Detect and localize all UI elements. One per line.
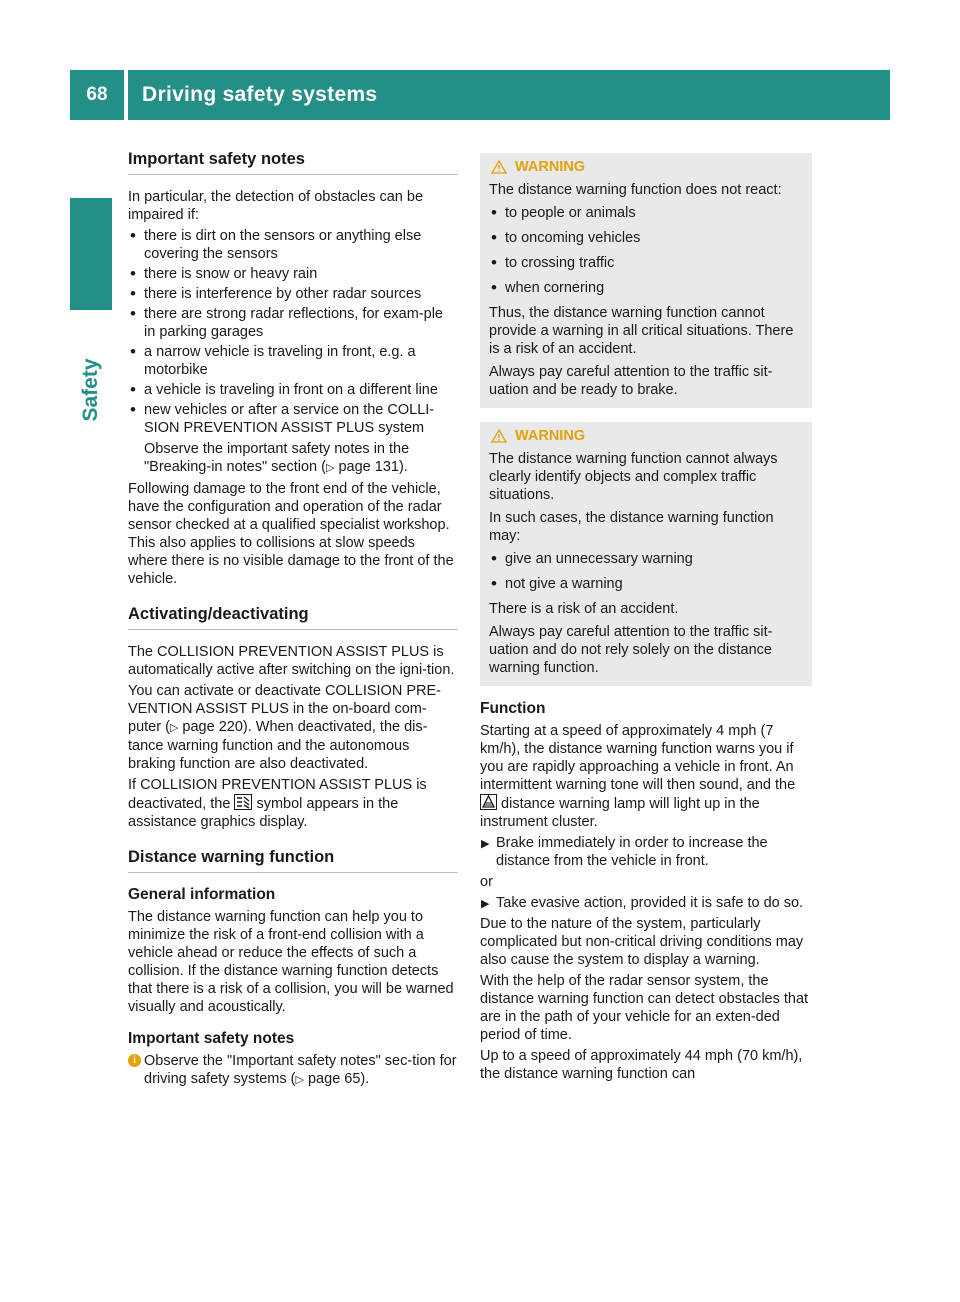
sidebar-tab-marker [70,198,112,310]
list-item: • to oncoming vehicles [489,229,803,247]
list-item: • there is dirt on the sensors or anything else covering the sensors [128,227,458,263]
heading-function: Function [480,700,546,717]
paragraph: There is a risk of an accident. [489,601,679,617]
right-column [480,153,812,1086]
paragraph: The distance warning function cannot always clearly identify objects and complex traffic situations. [489,451,778,503]
warning-title: WARNING [489,158,803,176]
paragraph: You can activate or deactivate COLLISION PRE-VENTION ASSIST PLUS in the on-board com-puter (▷ page 220). When deactivated, the dis-tance warning function and the autonomous braking function are also deactivated. [128,683,441,772]
list-item: • to people or animals [489,204,803,222]
instruction-step: ▶ Brake immediately in order to increase the distance from the vehicle in front. [480,834,812,870]
info-icon: i [128,1054,141,1067]
warning-box [480,422,812,686]
left-column [128,150,458,1089]
paragraph: In such cases, the distance warning function may: [489,510,774,544]
subheading-general-information: General information [128,886,276,903]
chapter-title: Driving safety systems [128,70,890,120]
collision-prevention-off-icon [234,794,252,810]
page-ref-link[interactable]: page 220). When deactivated, the dis-tance warning function and the autonomous braking function are also deactivated. [128,719,428,772]
observe-note: Observe the important safety notes in the "Breaking-in notes" section (▷ page 131). [144,441,410,475]
paragraph: Always pay careful attention to the traffic sit-uation and be ready to brake. [489,364,773,398]
list-item: • a narrow vehicle is traveling in front, e.g. a motorbike [128,343,458,379]
instruction-step: ▶ Take evasive action, provided it is safe to do so. [480,894,812,912]
list-item: • there are strong radar reflections, for exam-ple in parking garages [128,305,458,341]
page-ref-arrow-icon: ▷ [325,462,335,474]
bullet-list [128,227,458,437]
list-item: • to crossing traffic [489,254,803,272]
paragraph: Always pay careful attention to the traffic sit-uation and do not rely solely on the distance warning function. [489,624,773,676]
paragraph: In particular, the detection of obstacles can be impaired if: [128,189,424,223]
paragraph: Due to the nature of the system, particularly complicated but non-critical driving conditions may also cause the system to display a warning. [480,916,804,968]
warning-triangle-icon [491,429,507,443]
bullet-list [489,550,803,593]
paragraph: If COLLISION PREVENTION ASSIST PLUS is deactivated, the symbol appears in the assistance graphics display. [128,777,427,830]
list-item: • not give a warning [489,575,803,593]
list-item: • when cornering [489,279,803,297]
sidebar-section-label: Safety [79,358,102,422]
distance-warning-lamp-icon [480,794,497,810]
bullet-list [489,204,803,297]
list-item: • there is snow or heavy rain [128,265,458,283]
page-ref-arrow-icon: ▷ [295,1074,304,1086]
heading-distance-warning-function: Distance warning function [128,848,458,873]
paragraph: or [480,874,493,890]
paragraph: Thus, the distance warning function cannot provide a warning in all critical situations. There is a risk of an accident. [489,305,794,357]
info-note: i Observe the "Important safety notes" sec-tion for driving safety systems (▷ page 65). [128,1052,458,1089]
list-item: • a vehicle is traveling in front on a different line [128,381,458,399]
paragraph: Following damage to the front end of the vehicle, have the configuration and operation of the radar sensor checked at a qualified specialist workshop. This also applies to collisions at slow speeds where there is no visible damage to the front of the vehicle. [128,481,454,587]
page-number: 68 [70,70,124,120]
paragraph: The distance warning function can help you to minimize the risk of a front-end collision with a vehicle ahead or reduce the effects of such a collision. If the distance warning function detects that there is a risk of a collision, you will be warned visually and acoustically. [128,909,454,1015]
paragraph: The COLLISION PREVENTION ASSIST PLUS is automatically active after switching on the igni-tion. [128,644,455,678]
list-item: • new vehicles or after a service on the COLLI-SION PREVENTION ASSIST PLUS system [128,401,458,437]
page-ref-link[interactable]: page 65). [303,1071,370,1087]
heading-activating-deactivating: Activating/deactivating [128,605,458,630]
paragraph: Starting at a speed of approximately 4 mph (7 km/h), the distance warning function warns you if you are rapidly approaching a vehicle in front. An intermittent warning tone will then sound, and the distance warning lamp will light up in the instrument cluster. [480,723,796,830]
warning-triangle-icon [491,160,507,174]
warning-title: WARNING [489,427,803,445]
heading-important-safety-notes: Important safety notes [128,150,458,175]
page-ref-arrow-icon: ▷ [169,722,179,734]
list-item: • there is interference by other radar sources [128,285,458,303]
paragraph: Up to a speed of approximately 44 mph (70 km/h), the distance warning function can [480,1048,803,1082]
page-ref-link[interactable]: page 131). [334,459,408,475]
list-item: • give an unnecessary warning [489,550,803,568]
paragraph: With the help of the radar sensor system, the distance warning function can detect obstacles that are in the path of your vehicle for an exten-ded period of time. [480,973,809,1043]
warning-box [480,153,812,408]
paragraph: The distance warning function does not react: [489,182,782,198]
subheading-important-safety-notes: Important safety notes [128,1030,295,1047]
